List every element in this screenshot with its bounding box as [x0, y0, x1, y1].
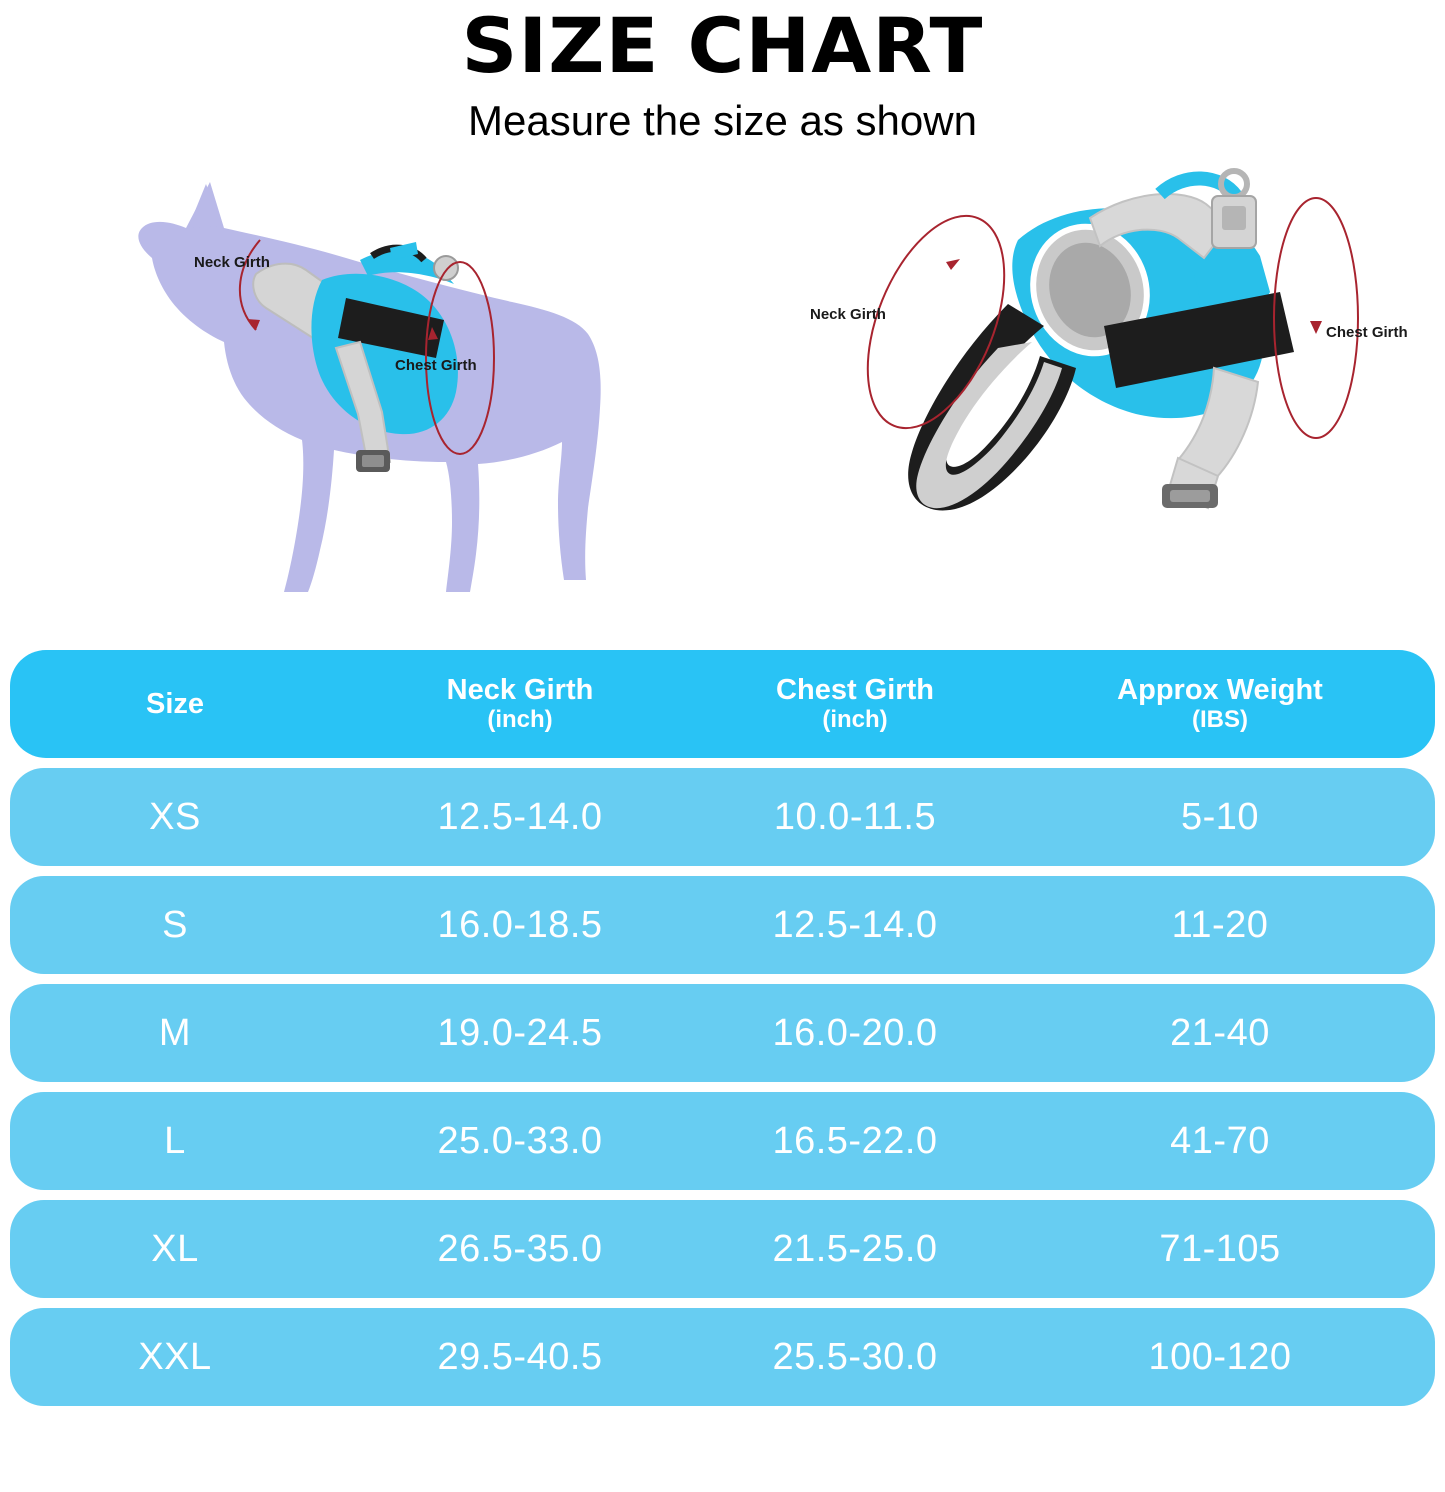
cell-weight: 100-120 [1148, 1335, 1292, 1378]
table-row [10, 1092, 1435, 1190]
cell-size: L [164, 1119, 186, 1162]
cell-chest: 21.5-25.0 [772, 1227, 938, 1270]
table-row [10, 768, 1435, 866]
column-header-chest-girth [700, 674, 1010, 733]
page-header [0, 0, 1445, 144]
column-header-approx-weight [1010, 674, 1430, 733]
table-header-row [10, 650, 1435, 758]
dog-side-view-figure [60, 162, 680, 602]
cell-weight: 21-40 [1170, 1011, 1270, 1054]
cell-chest: 16.0-20.0 [772, 1011, 938, 1054]
table-row [10, 1200, 1435, 1298]
chest-girth-label-left: Chest Girth [395, 356, 477, 374]
column-header-weight-unit: (IBS) [1192, 705, 1248, 733]
dog-silhouette-icon [60, 162, 680, 602]
chest-girth-ellipse [1274, 198, 1358, 438]
column-header-size [10, 688, 340, 720]
harness-product-icon [760, 162, 1420, 562]
table-row [10, 984, 1435, 1082]
page-subtitle: Measure the size as shown [468, 96, 977, 144]
neck-girth-label-right: Neck Girth [810, 305, 886, 323]
cell-weight: 41-70 [1170, 1119, 1270, 1162]
neck-girth-label-left: Neck Girth [194, 253, 270, 271]
cell-neck: 16.0-18.5 [437, 903, 603, 946]
cell-chest: 10.0-11.5 [773, 795, 937, 838]
cell-size: XL [151, 1227, 199, 1270]
cell-weight: 11-20 [1171, 903, 1269, 946]
cell-neck: 19.0-24.5 [437, 1011, 603, 1054]
illustration-area [0, 162, 1445, 602]
column-header-neck-girth [340, 674, 700, 733]
column-header-neck-main: Neck Girth [446, 674, 594, 707]
cell-neck: 26.5-35.0 [437, 1227, 603, 1270]
column-header-chest-unit: (inch) [822, 705, 888, 733]
page-title: SIZE CHART [461, 1, 984, 90]
harness-product-figure [760, 162, 1420, 562]
cell-size: S [162, 903, 188, 946]
column-header-weight-main: Approx Weight [1117, 674, 1323, 707]
cell-weight: 5-10 [1180, 795, 1260, 838]
tag-icon [434, 256, 458, 280]
cell-size: XS [149, 795, 201, 838]
column-header-neck-unit: (inch) [487, 705, 553, 733]
column-header-chest-main: Chest Girth [776, 674, 934, 707]
cell-size: XXL [138, 1335, 212, 1378]
cell-chest: 25.5-30.0 [772, 1335, 938, 1378]
cell-neck: 12.5-14.0 [437, 795, 603, 838]
cell-weight: 71-105 [1159, 1227, 1281, 1270]
table-row [10, 876, 1435, 974]
cell-chest: 16.5-22.0 [772, 1119, 938, 1162]
table-row [10, 1308, 1435, 1406]
chest-girth-label-right: Chest Girth [1326, 323, 1408, 341]
cell-chest: 12.5-14.0 [772, 903, 938, 946]
column-header-size-label: Size [145, 687, 205, 720]
cell-neck: 29.5-40.5 [437, 1335, 603, 1378]
cell-size: M [158, 1011, 192, 1054]
size-chart-table [10, 650, 1435, 1416]
cell-neck: 25.0-33.0 [437, 1119, 603, 1162]
